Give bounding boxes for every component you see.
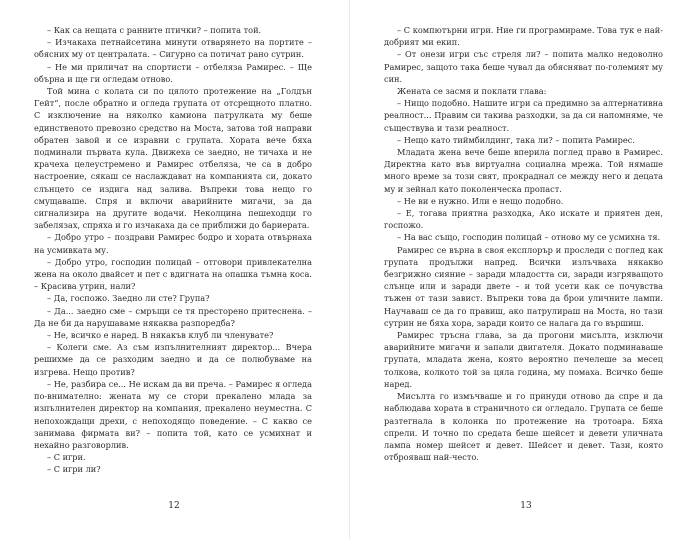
- paragraph: – Е, тогава приятна разходка, Ако искате и приятен ден, госпожо.: [384, 208, 663, 231]
- paragraph: Жената се засмя и поклати глава:: [397, 86, 547, 97]
- paragraph: – Да, госпожо. Заедно ли сте? Група?: [47, 293, 210, 304]
- paragraph: – Изчакаха петнайсетина минути отварянето на портите – обясних му от централата. – Сигурно са потичат рано сутрин.: [34, 37, 312, 60]
- paragraph: – Не, всичко е наред. В някакъв клуб ли членувате?: [47, 330, 274, 341]
- right-page: [350, 0, 700, 539]
- paragraph: – С игри ли?: [47, 464, 101, 475]
- paragraph: Мисълта го измъчваше и го принуди отново да спре и да наблюдава хората в страничното си огледало. Групата се беше разтегнала в колонка по протежение на тротоара. Бяха спрели. И точно по средата беше шейсет и девети уличната лампа номер шейсет и девет. Шейсет и девет. Тази, която отброяваш най-често.: [384, 391, 663, 463]
- paragraph: Рамирес се върна в своя експлорър и проследи с поглед как групата продължи напред. Всички излъчваха някакво безгрижно сияние – заради младостта си, заради изгряващото слънце или и заради двете – и той усети как се почувства тъжен от тази завист. Въпреки това да брои уличните лампи. Научаваш се да го правиш, ако патрулираш на Моста, но тази сутрин не бяха хора, заради които се налага да го вършиш.: [384, 244, 663, 328]
- right-page-text: [384, 24, 663, 463]
- paragraph: Той мина с колата си по цялото протежение на „Голдън Гейт“, после обратно и огледа групата от отсрещното платно. С изключение на няколко камиона патрулката му беше единственото превозно средство на Моста, затова той направи обратен завой и се изравни с групата. Хората вече бяха подминали първата кула. Движеха се заедно, не тичаха и не крачеха целеустремено и Рамирес отбеляза, че са в добро настроение, сякаш се наслаждават на компанията си, докато слънцето се издига над залива. Въпреки това нещо го смущаваше. Спря и включи аварийните мигачи, за да сигнализира на другите водачи. Неколцина пешеходци го забелязах, спряха и го изчакаха да се приближи до бариерата.: [34, 86, 312, 231]
- paragraph: – Не ми приличат на спортисти – отбеляза Рамирес. – Ще обърна и ще ги огледам отново.: [34, 61, 312, 84]
- paragraph: – Добро утро – поздрави Рамирес бодро и хората отвърнаха на усмивката му.: [34, 232, 312, 255]
- paragraph: – Нещо като тиймбилдинг, така ли? – попита Рамирес.: [397, 134, 635, 145]
- paragraph: – На вас също, господин полицай – отново му се усмихна тя.: [397, 232, 661, 243]
- paragraph: – От онези игри със стреля ли? – попита малко недоволно Рамирес, защото така беше чувал да обясняват по-големият му син.: [384, 49, 663, 84]
- left-page-text: [34, 24, 312, 476]
- paragraph: – Колеги сме. Аз съм изпълнителният директор... Вчера решихме да се разходим заедно и да се полюбуваме на изгрева. Нещо против?: [34, 342, 312, 377]
- paragraph: – Да... заедно сме – смръщи се тя престорено притеснена. – Да не би да нарушаваме някаква разпоредба?: [34, 305, 312, 328]
- paragraph: – С компютърни игри. Ние ги програмираме. Това тук е най-добрият ми екип.: [384, 25, 663, 48]
- paragraph: – Добро утро, господин полицай – отговори привлекателна жена на около двайсет и пет с вдигната на опашка тъмна коса. – Красива утрин, нали?: [34, 256, 312, 292]
- page-number: 12: [168, 501, 180, 511]
- paragraph: Младата жена вече беше вперила поглед право в Рамирес. Директна като във виртуална социална мрежа. Той нямаше много време за този свят, прокраднал се между него и децата му и зейнал като поколенческа пропаст.: [384, 147, 663, 194]
- paragraph: – Не ви е нужно. Или е нещо подобно.: [397, 195, 564, 206]
- page-number: 13: [520, 501, 532, 511]
- paragraph: – Не, разбира се... Не искам да ви преча. – Рамирес я огледа по-внимателно: жената му се стори прекалено млада за изпълнителен директор на компания, прекалено неуместна. С непохождащи дрехи, с непоходящо поведение. – С какво се занимава фирмата ви? – попита той, като се усмихнат и нехайно разговорлив.: [34, 378, 312, 450]
- paragraph: – Как са нещата с ранните птички? – попита той.: [47, 25, 262, 35]
- paragraph: – Нищо подобно. Нашите игри са предимно за алтернативна реалност... Правим си такива разходки, за да си напомняме, че съществува и тази реалност.: [384, 98, 663, 133]
- paragraph: – С игри.: [47, 452, 86, 463]
- paragraph: Рамирес тръсна глава, за да прогони мисълта, изключи аварийните мигачи и запали двигателя. Докато подминаваше групата, младата жена, която вероятно печелеше за месец толкова, колкото той за цяла година, му помаха. Всичко беше наред.: [384, 330, 663, 389]
